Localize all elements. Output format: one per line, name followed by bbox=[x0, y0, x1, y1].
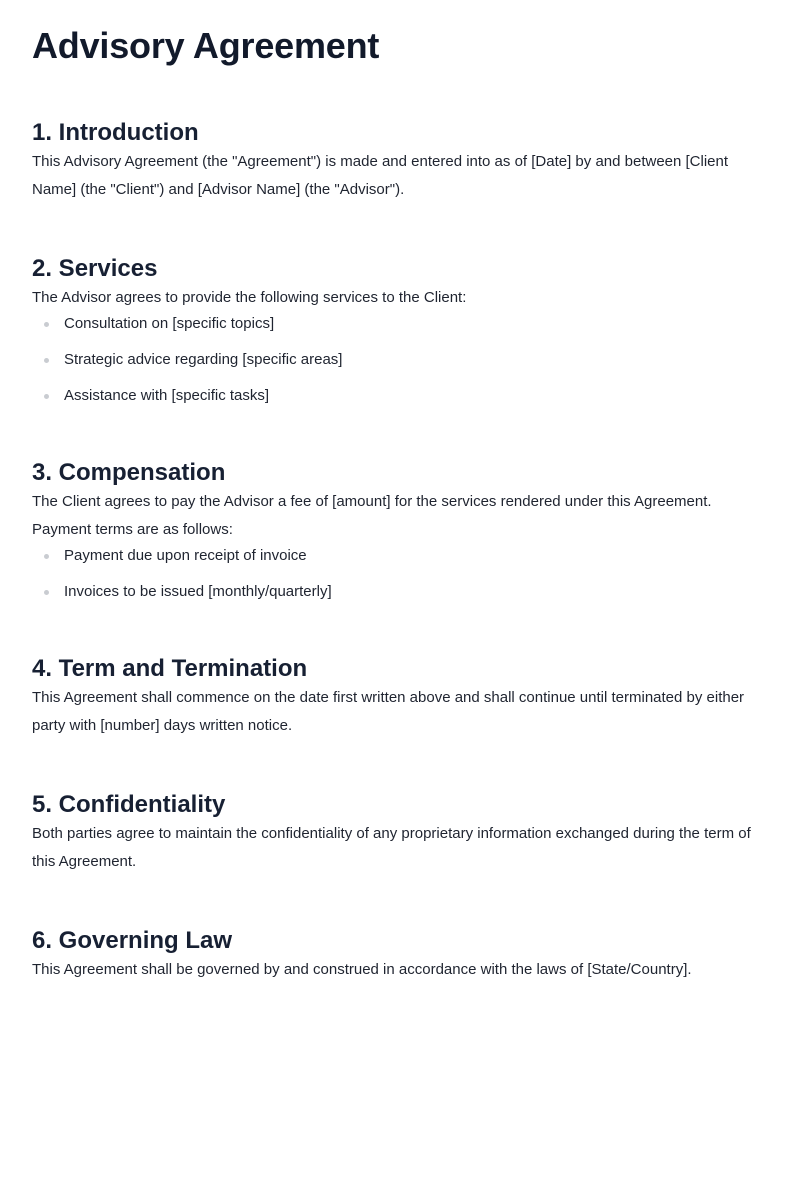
section-term-termination bbox=[32, 654, 768, 740]
section-heading: 2. Services bbox=[32, 255, 158, 282]
bullet-icon bbox=[44, 358, 49, 363]
section-introduction bbox=[32, 118, 768, 204]
payment-terms-list bbox=[32, 544, 768, 604]
section-heading: 3. Compensation bbox=[32, 459, 226, 486]
section-paragraph: The Advisor agrees to provide the following services to the Client: bbox=[32, 289, 467, 306]
list-item bbox=[32, 312, 768, 336]
section-heading: 6. Governing Law bbox=[32, 927, 233, 954]
list-item bbox=[32, 348, 768, 372]
bullet-icon bbox=[44, 554, 49, 559]
section-governing-law bbox=[32, 926, 768, 984]
list-item bbox=[32, 580, 768, 604]
list-item-text: Assistance with [specific tasks] bbox=[64, 387, 270, 404]
bullet-icon bbox=[44, 394, 49, 399]
section-paragraph: This Agreement shall commence on the date first written above and shall continue until terminated by either party with [number] days written notice. bbox=[32, 689, 745, 734]
bullet-icon bbox=[44, 322, 49, 327]
list-item-text: Invoices to be issued [monthly/quarterly] bbox=[64, 583, 332, 600]
list-item-text: Consultation on [specific topics] bbox=[64, 315, 275, 332]
services-list bbox=[32, 312, 768, 408]
list-item-text: Strategic advice regarding [specific areas] bbox=[64, 351, 343, 368]
list-item bbox=[32, 544, 768, 568]
section-services bbox=[32, 254, 768, 408]
section-heading: 5. Confidentiality bbox=[32, 791, 226, 818]
section-paragraph: This Agreement shall be governed by and construed in accordance with the laws of [State/Country]. bbox=[32, 961, 692, 978]
section-paragraph: Both parties agree to maintain the confidentiality of any proprietary information exchanged during the term of this Agreement. bbox=[32, 825, 751, 870]
section-confidentiality bbox=[32, 790, 768, 876]
section-heading: 4. Term and Termination bbox=[32, 655, 308, 682]
list-item-text: Payment due upon receipt of invoice bbox=[64, 547, 307, 564]
bullet-icon bbox=[44, 590, 49, 595]
document-title: Advisory Agreement bbox=[32, 25, 380, 66]
section-heading: 1. Introduction bbox=[32, 119, 199, 146]
section-paragraph: The Client agrees to pay the Advisor a fee of [amount] for the services rendered under this Agreement. Payment terms are as follows: bbox=[32, 493, 712, 538]
list-item bbox=[32, 384, 768, 408]
section-paragraph: This Advisory Agreement (the "Agreement") is made and entered into as of [Date] by and between [Client Name] (the "Client") and [Advisor Name] (the "Advisor"). bbox=[32, 153, 729, 198]
section-compensation bbox=[32, 458, 768, 604]
